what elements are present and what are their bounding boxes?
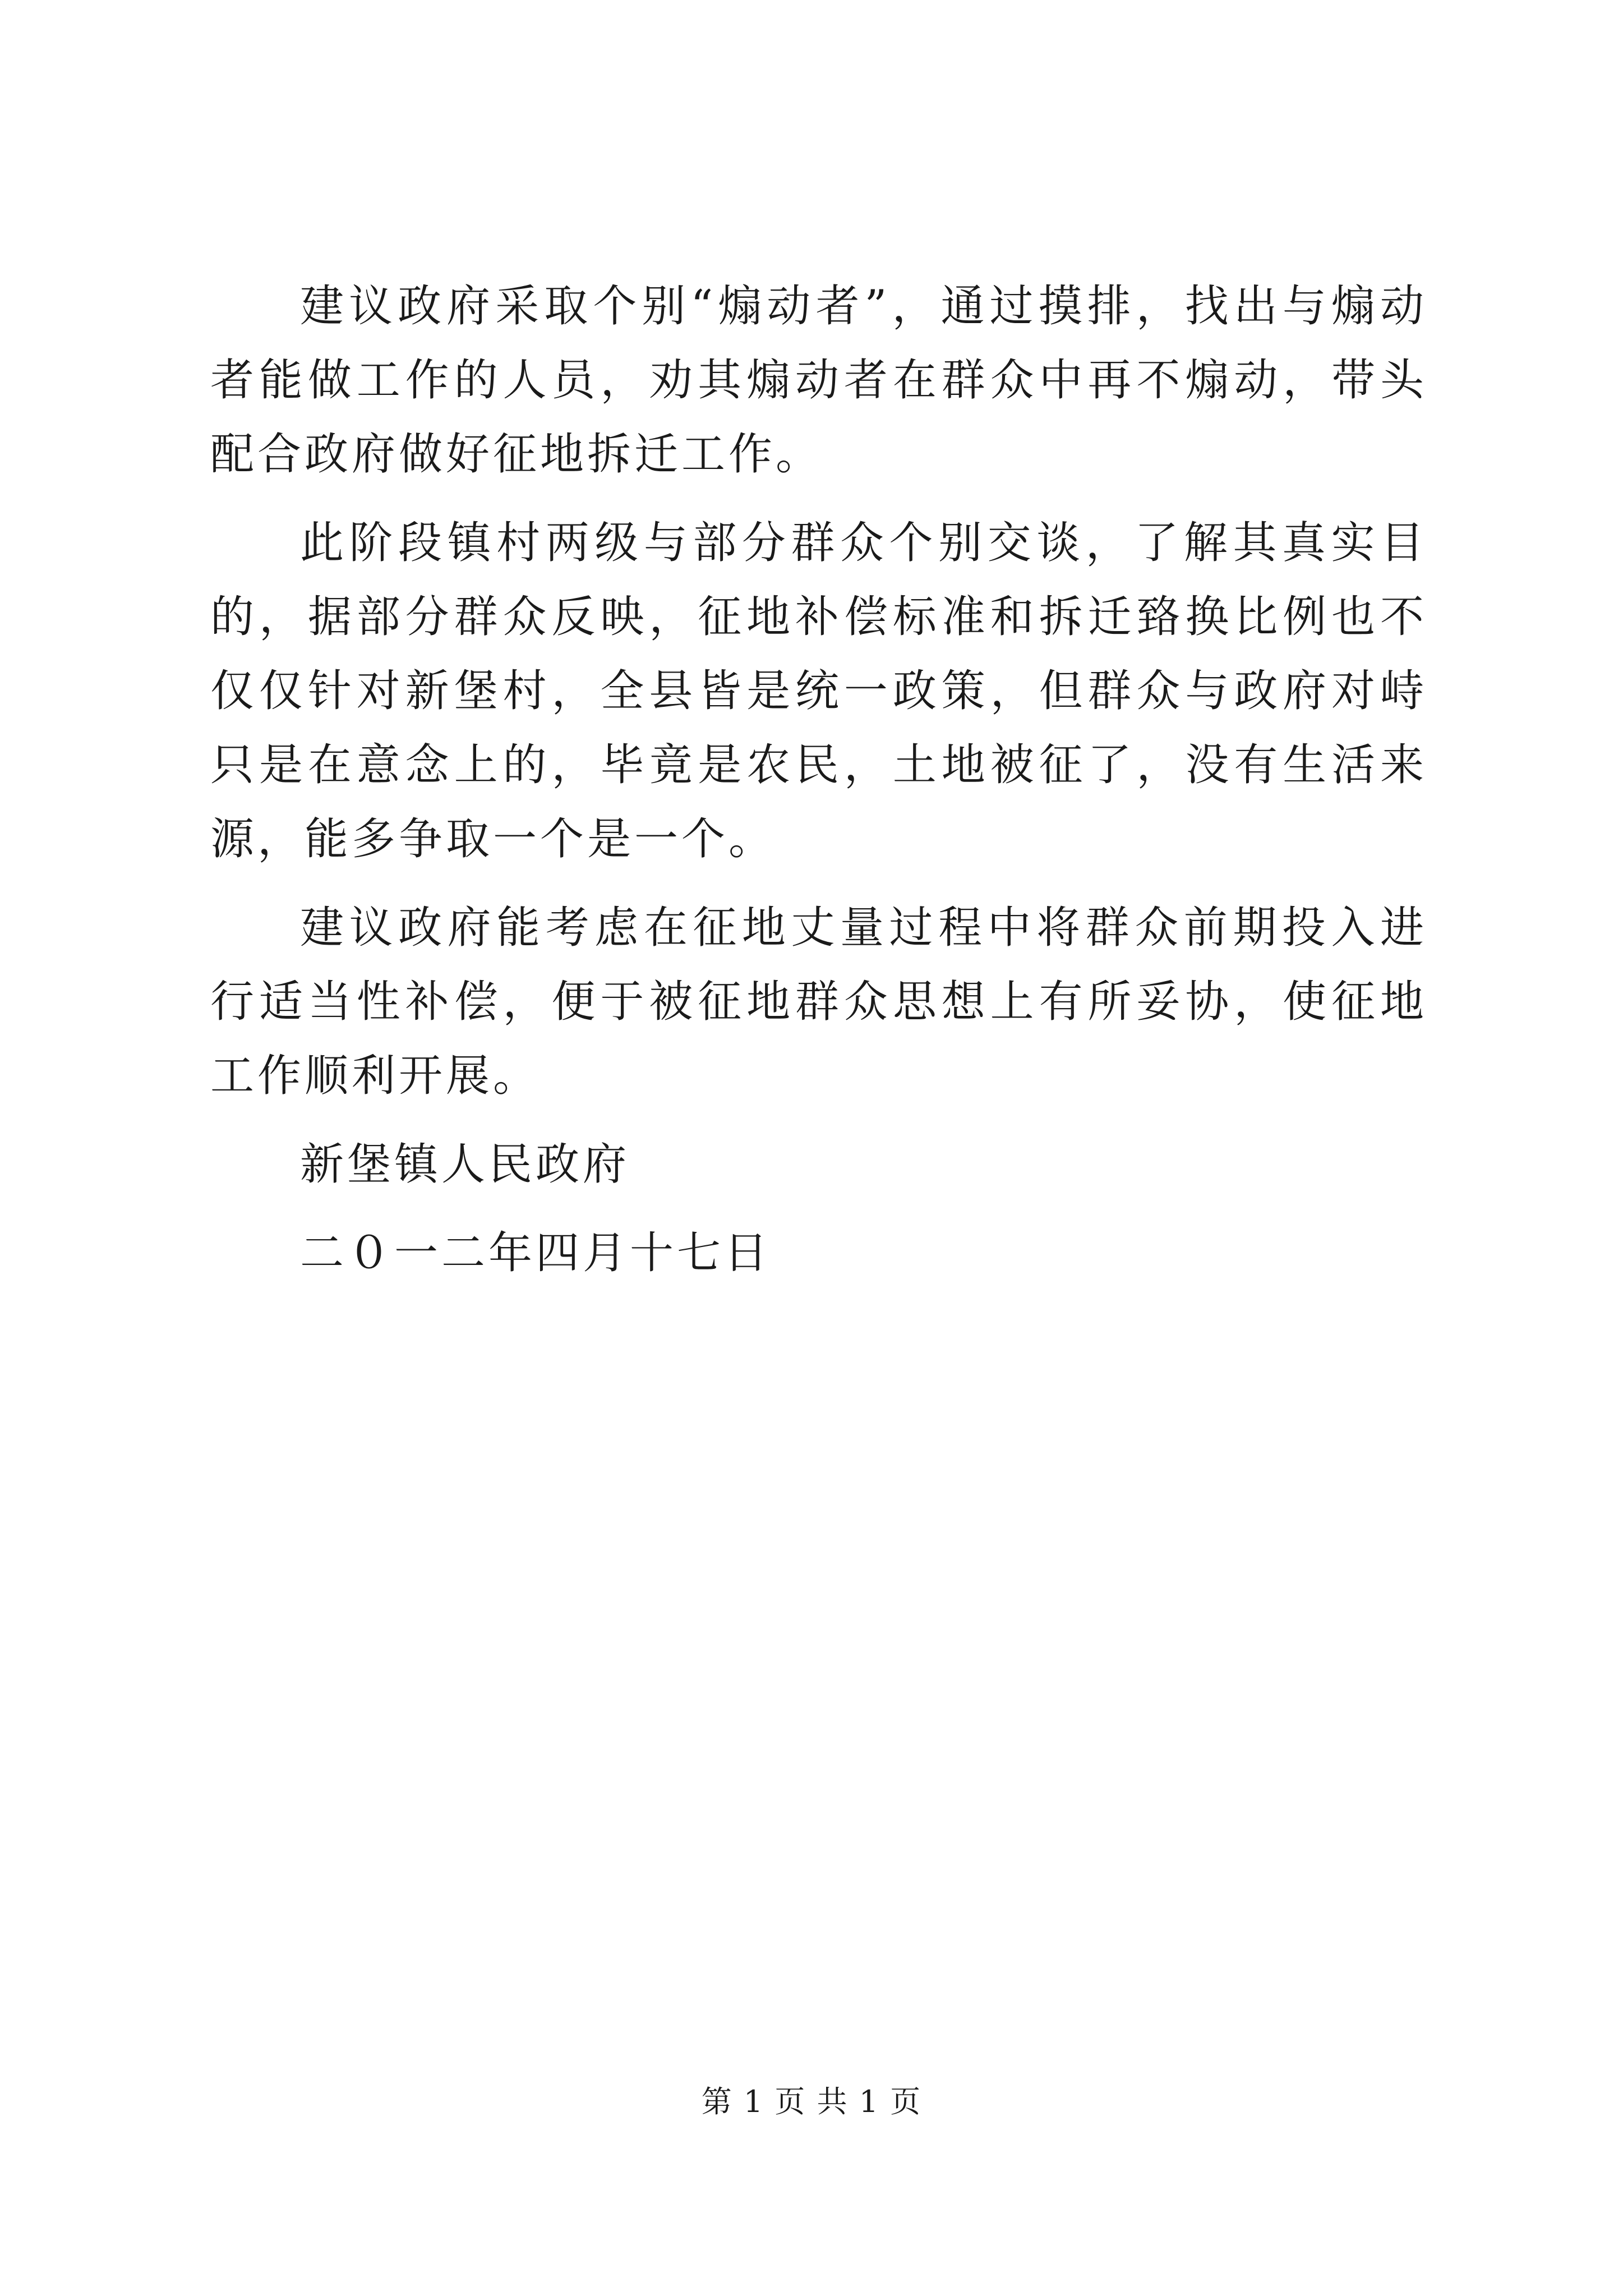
- paragraph-1: 建议政府采取个别“煽动者”，通过摸排，找出与煽动者能做工作的人员，劝其煽动者在群众中再不煽动，带头配合政府做好征地拆迁工作。: [210, 281, 1427, 480]
- paragraph-3: 建议政府能考虑在征地丈量过程中将群众前期投入进行适当性补偿，便于被征地群众思想上有所妥协，使征地工作顺利开展。: [210, 903, 1427, 1101]
- signature-organization: 新堡镇人民政府: [300, 1139, 630, 1190]
- signature-date: 二０一二年四月十七日: [300, 1228, 772, 1278]
- document-body: [210, 269, 1427, 1305]
- paragraph-2: 此阶段镇村两级与部分群众个别交谈，了解其真实目的，据部分群众反映，征地补偿标准和拆迁臵换比例也不仅仅针对新堡村，全县皆是统一政策，但群众与政府对峙只是在意念上的，毕竟是农民，土地被征了，没有生活来源，能多争取一个是一个。: [210, 518, 1427, 864]
- page-number-footer: 第 1 页 共 1 页: [701, 2084, 922, 2119]
